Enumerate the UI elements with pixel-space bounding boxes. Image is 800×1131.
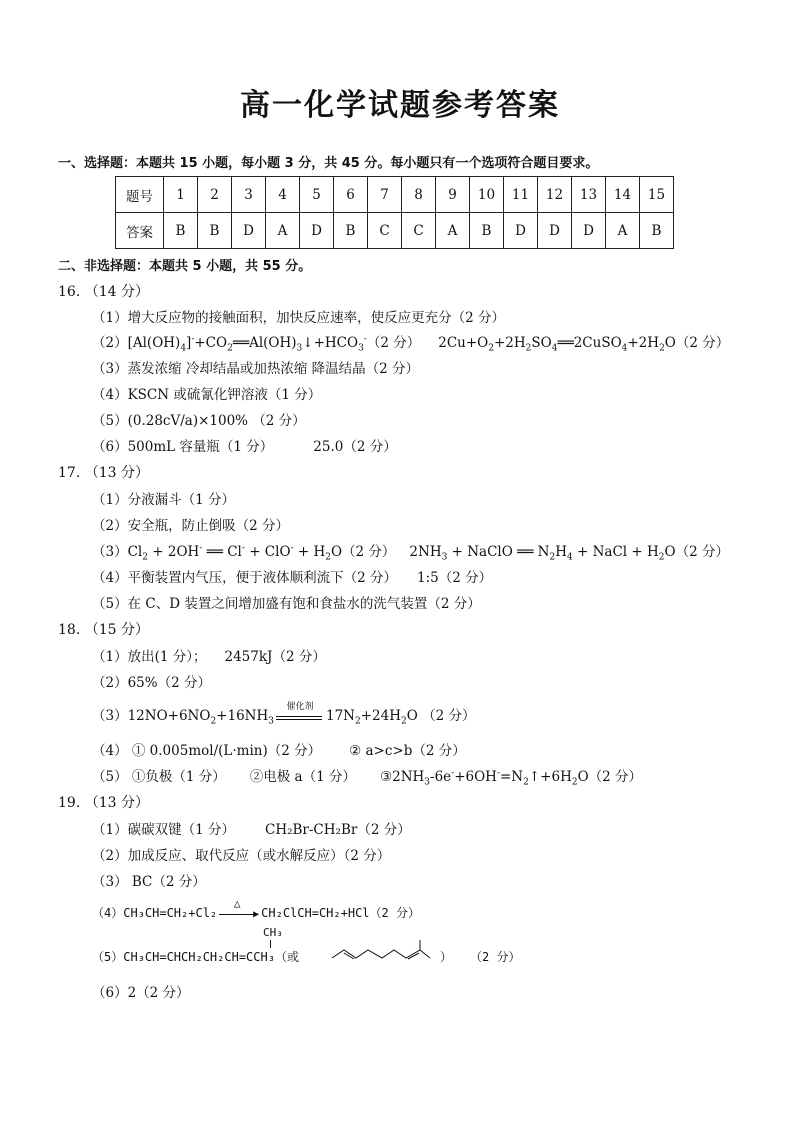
sub: 2 (354, 716, 361, 727)
q19-line-2: （2）加成反应、取代反应（或水解反应）（2 分） (92, 848, 391, 864)
question-19-heading: 19. （13 分） (58, 795, 149, 811)
sub: 3 (424, 777, 431, 788)
table-cell: B (334, 213, 368, 249)
sup: - (496, 768, 500, 779)
text: + NaClO ══ N (447, 544, 550, 560)
reaction-arrow: △ ▶ (217, 907, 261, 921)
q17-line-2: （2）安全瓶，防止倒吸（2 分） (92, 518, 289, 534)
table-cell: 1 (164, 177, 198, 213)
methyl-bond (270, 940, 271, 948)
q17-line-1: （1）分液漏斗（1 分） (92, 492, 235, 508)
table-cell: A (266, 213, 300, 249)
text: （4）CH₃CH=CH₂+Cl₂ (92, 906, 218, 920)
table-cell: B (198, 213, 232, 249)
table-cell: 15 (640, 177, 674, 213)
sup: - (241, 543, 245, 554)
table-header-number: 题号 (116, 177, 164, 213)
table-cell: 11 (504, 177, 538, 213)
table-cell: 5 (300, 177, 334, 213)
text: ） (440, 950, 453, 964)
page-title: 高一化学试题参考答案 (240, 88, 560, 123)
q19-line-4 (92, 896, 420, 921)
sub: 3 (441, 552, 448, 563)
q18-line-2: （2）65%（2 分） (92, 675, 211, 691)
question-16-heading: 16. （14 分） (58, 284, 149, 300)
sub: 2 (400, 716, 407, 727)
text: ══Al(OH) (232, 335, 297, 351)
text: ══ Cl (202, 544, 242, 560)
question-18-heading: 18. （15 分） (58, 622, 149, 638)
text: H (555, 544, 567, 560)
sub: 2 (549, 552, 556, 563)
table-cell: B (640, 213, 674, 249)
text: ②电极 a（1 分） (249, 769, 356, 785)
text: （4） ① 0.005mol/(L·min)（2 分） (92, 743, 322, 759)
q16-line-6 (92, 435, 397, 455)
text: +2H (627, 335, 660, 351)
text: （3）12NO+6NO (92, 708, 211, 724)
sup: - (290, 543, 294, 554)
text: O （2 分） (406, 708, 476, 724)
q16-line-1: （1）增大反应物的接触面积，加快反应速率，使反应更充分（2 分） (92, 310, 505, 326)
table-cell: C (402, 213, 436, 249)
text: CH₂Br-CH₂Br（2 分） (264, 822, 411, 838)
table-cell: 7 (368, 177, 402, 213)
text: ↓+HCO (302, 335, 359, 351)
catalyst-label: 催化剂 (286, 701, 314, 712)
sup: - (199, 543, 203, 554)
q16-line-3: （3）蒸发浓缩 冷却结晶或加热浓缩 降温结晶（2 分） (92, 361, 420, 377)
text: 1:5（2 分） (416, 570, 493, 586)
table-header-answer: 答案 (116, 213, 164, 249)
text: （1）放出(1 分）； (92, 649, 207, 665)
sub: 4 (566, 552, 573, 563)
q17-line-3 (92, 540, 729, 563)
text: ② a>c>b（2 分） (349, 743, 466, 759)
table-cell: 9 (436, 177, 470, 213)
q18-line-4 (92, 739, 466, 759)
question-17-heading: 17. （13 分） (58, 465, 149, 481)
q18-line-3 (92, 701, 476, 727)
text: + NaCl + H (572, 544, 659, 560)
q17-line-5: （5）在 C、D 装置之间增加盛有饱和食盐水的洗气装置（2 分） (92, 596, 481, 612)
text: （2 分） (366, 335, 421, 351)
text: （5） ①负极（1 分） (92, 769, 226, 785)
sub: 3 (358, 343, 364, 354)
sub: 4 (621, 343, 628, 354)
table-cell: D (572, 213, 606, 249)
methyl-branch-label: CH₃ (263, 926, 283, 939)
q18-line-5 (92, 765, 642, 788)
text: 17N (325, 708, 355, 724)
text: -6e (430, 769, 452, 785)
sub: 2 (210, 716, 217, 727)
sub: 2 (488, 343, 494, 354)
text: ] (186, 335, 192, 351)
q17-line-4 (92, 566, 492, 586)
sub: 3 (268, 716, 274, 727)
text: （5）CH₃CH=CHCH₂CH₂CH=CCH₃（或 (92, 950, 299, 964)
text: O（2 分） (577, 769, 643, 785)
text: O（2 分） (664, 544, 729, 560)
text: ③2NH (380, 769, 425, 785)
text: （1）碳碳双键（1 分） (92, 822, 235, 838)
text: CH₂ClCH=CH₂+HCl（2 分） (261, 906, 420, 920)
table-cell: 13 (572, 177, 606, 213)
skeletal-chain (332, 950, 430, 958)
text: =N (500, 769, 524, 785)
table-cell: D (504, 213, 538, 249)
sub: 2 (142, 552, 148, 563)
sub: 3 (296, 343, 303, 354)
text: SO (531, 335, 552, 351)
text: +24H (360, 708, 401, 724)
text: （6）500mL 容量瓶（1 分） (92, 439, 274, 455)
q16-line-4: （4）KSCN 或硫氰化钾溶液（1 分） (92, 387, 322, 403)
sub: 2 (227, 343, 233, 354)
q16-line-5: （5）(0.28cV/a)×100% （2 分） (92, 413, 306, 429)
text: （4）平衡装置内气压，便于液体顺利流下（2 分） (92, 570, 397, 586)
table-cell: 8 (402, 177, 436, 213)
q19-line-3: （3） BC（2 分） (92, 874, 206, 890)
table-cell: B (164, 213, 198, 249)
section-choice-heading: 一、选择题：本题共 15 小题，每小题 3 分，共 45 分。每小题只有一个选项符合题目要求。 (58, 156, 599, 171)
table-cell: D (232, 213, 266, 249)
table-row-numbers (116, 177, 674, 213)
text: +16NH (216, 708, 269, 724)
q19-line-5-tail (440, 948, 520, 965)
table-cell: 3 (232, 177, 266, 213)
text: ══2CuSO (557, 335, 622, 351)
q16-line-2 (92, 331, 729, 354)
table-cell: 14 (606, 177, 640, 213)
table-cell: D (300, 213, 334, 249)
text: （3）Cl (92, 544, 143, 560)
text: O（2 分） (664, 335, 730, 351)
answer-table (115, 176, 674, 249)
section-nonchoice-heading: 二、非选择题：本题共 5 小题，共 55 分。 (58, 259, 312, 274)
text: + H (293, 544, 326, 560)
text: + 2OH (147, 544, 200, 560)
table-cell: 6 (334, 177, 368, 213)
text: 2457kJ（2 分） (224, 649, 326, 665)
text: +2H (493, 335, 526, 351)
table-cell: A (606, 213, 640, 249)
table-row-answers (116, 213, 674, 249)
sup: - (363, 334, 367, 345)
text: O（2 分） (330, 544, 396, 560)
table-cell: 10 (470, 177, 504, 213)
text: 2Cu+O (438, 335, 489, 351)
q19-line-6: （6）2（2 分） (92, 985, 190, 1001)
sub: 2 (659, 343, 665, 354)
text: + ClO (244, 544, 291, 560)
text: （2 分） (470, 950, 521, 964)
sub: 2 (325, 552, 331, 563)
sub: 2 (571, 777, 578, 788)
table-cell: A (436, 213, 470, 249)
text: （2）[Al(OH) (92, 335, 181, 351)
table-cell: 4 (266, 177, 300, 213)
q19-line-5 (92, 948, 299, 965)
text: 2NH (409, 544, 442, 560)
text: +CO (194, 335, 228, 351)
table-cell: C (368, 213, 402, 249)
skeletal-formula (330, 938, 434, 968)
text: ↑+6H (528, 769, 572, 785)
heat-symbol: △ (233, 896, 241, 910)
table-cell: B (470, 213, 504, 249)
sub: 2 (523, 777, 529, 788)
table-cell: D (538, 213, 572, 249)
text: 25.0（2 分） (313, 439, 397, 455)
sup: - (191, 334, 195, 345)
table-cell: 12 (538, 177, 572, 213)
sub: 2 (658, 552, 665, 563)
q18-line-1 (92, 645, 326, 665)
text: +6OH (454, 769, 497, 785)
sub: 4 (180, 343, 187, 354)
sub: 4 (551, 343, 558, 354)
sub: 2 (525, 343, 532, 354)
table-cell: 2 (198, 177, 232, 213)
equilibrium-sign (274, 701, 326, 724)
q19-line-1 (92, 818, 411, 838)
sup: - (451, 768, 455, 779)
